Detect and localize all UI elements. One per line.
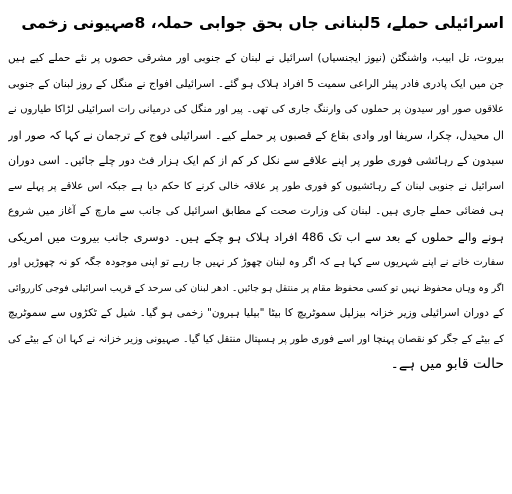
- body-line: علاقوں صور اور سیدون پر حملوں کی وارننگ جاری کی تھی۔ پیر اور منگل کی درمیانی رات اسرائیلی لڑاکا طیاروں نے: [8, 104, 504, 115]
- body-line-last: حالت قابو میں ہے۔: [390, 356, 504, 372]
- body-line: سفارت خانے نے اپنے شہریوں سے کہا ہے کہ اگر وہ لبنان چھوڑ کر نہیں جا رہے تو اپنی موجودہ جگہ کو نہ چھوڑیں اور: [8, 257, 504, 268]
- body-line: جن میں ایک پادری فادر پیئر الراعی سمیت 5 افراد ہلاک ہو گئے۔ اسرائیلی افواج نے منگل کے روز لبنان کے جنوبی: [8, 77, 504, 90]
- headline: اسرائیلی حملے، 5لبنانی جاں بحق جوابی حملہ، 8صہیونی زخمی: [21, 14, 504, 32]
- body-line: بیروت، تل ابیب، واشنگٹن (نیوز ایجنسیاں) اسرائیل نے لبنان کے جنوبی اور مشرقی حصوں پر نئے حملے کیے ہیں: [8, 52, 504, 64]
- body-line: ہی فضائی حملے جاری ہیں۔ لبنان کی وزارت صحت کے مطابق اسرائیل کی جانب سے مارچ کے آغاز میں شروع: [8, 205, 504, 217]
- body-line: ہونے والے حملوں کے بعد سے اب تک 486 افراد ہلاک ہو چکے ہیں۔ دوسری جانب بیروت میں امریکی: [8, 229, 504, 244]
- article-body: [8, 46, 504, 378]
- news-article: [8, 0, 504, 494]
- body-line: سیدون کے رہائشی فوری طور پر اپنے علاقے سے نکل کر کم از کم ایک ہزار فٹ دور چلے جائیں۔ اسی دوران: [8, 154, 504, 167]
- body-line: اگر وہ وہاں محفوظ نہیں تو کسی محفوظ مقام پر منتقل ہو جائیں۔ ادھر لبنان کی سرحد کے قریب اسرائیلی فوجی کارروائی: [8, 282, 504, 294]
- body-line: کے بیٹے کے جگر کو نقصان پہنچا اور اسے فوری طور پر ہسپتال منتقل کیا گیا۔ صہیونی وزیر خزانہ نے کہا ان کے بیٹے کی: [8, 333, 504, 345]
- body-line: ال محیدل، چکرا، سریفا اور وادی بقاع کے قصبوں پر حملے کیے۔ اسرائیلی فوج کے ترجمان نے کہا کہ صور اور: [8, 128, 504, 142]
- body-line: اسرائیل نے جنوبی لبنان کے رہائشیوں کو فوری طور پر علاقہ خالی کرنے کا حکم دیا ہے جبکہ اس علاقے پر پہلے سے: [8, 180, 504, 192]
- body-line: کے دوران اسرائیلی وزیر خزانہ بیزلیل سموٹریچ کا بیٹا "بیلیا ہیرون" زخمی ہو گیا۔ شیل کے ٹکڑوں سے سموٹریچ: [8, 307, 504, 319]
